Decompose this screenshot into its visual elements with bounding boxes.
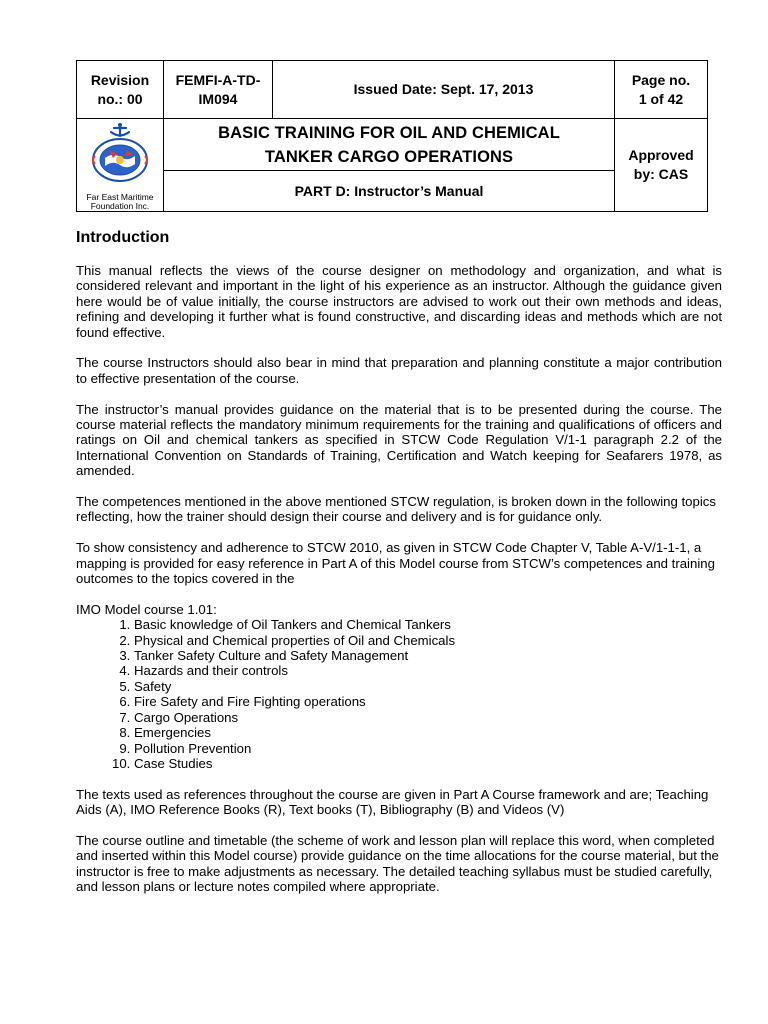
list-item: 6. Fire Safety and Fire Fighting operations xyxy=(134,694,722,709)
revision-cell xyxy=(77,61,164,119)
list-item: 4. Hazards and their controls xyxy=(134,663,722,678)
page-number-cell xyxy=(615,61,708,119)
logo-caption xyxy=(77,193,163,211)
logo-caption-line-2: Foundation Inc. xyxy=(90,201,150,211)
paragraph: The competences mentioned in the above mentioned STCW regulation, is broken down in the following topics reflecting, how the trainer should design their course and delivery and is for guidance only. xyxy=(76,494,716,525)
issued-date: Issued Date: Sept. 17, 2013 xyxy=(273,61,615,119)
list-item: 10. Case Studies xyxy=(134,756,722,771)
logo-cell xyxy=(77,119,164,212)
approved-cell xyxy=(615,119,708,212)
page-label: Page no. xyxy=(631,71,691,88)
paragraph: The course Instructors should also bear in mind that preparation and planning constitute a major contribution to effective presentation of the course. xyxy=(76,355,722,386)
paragraph: This manual reflects the views of the course designer on methodology and organization, and what is considered relevant and important in the light of his experience as an instructor. Although the guidance given here would be of value initially, the course instructors are advised to work out their own methods and ideas, refining and developing it further what is found constructive, and discarding ideas and methods which are not found effective. xyxy=(76,263,722,340)
logo-caption-line-1: Far East Maritime xyxy=(86,192,154,202)
revision-value: no.: 00 xyxy=(97,90,143,107)
list-item: 8. Emergencies xyxy=(134,725,722,740)
list-item: 3. Tanker Safety Culture and Safety Management xyxy=(134,648,722,663)
revision-label: Revision xyxy=(90,71,150,88)
section-heading: Introduction xyxy=(76,229,170,246)
document-code: FEMFI-A-TD-IM094 xyxy=(164,61,273,119)
approved-value: by: CAS xyxy=(633,166,689,182)
list-item: 7. Cargo Operations xyxy=(134,710,722,725)
title-line-1: BASIC TRAINING FOR OIL AND CHEMICAL xyxy=(218,123,560,142)
title-line-2: TANKER CARGO OPERATIONS xyxy=(264,147,514,166)
document-body xyxy=(76,263,722,910)
femfi-logo xyxy=(87,122,153,186)
document-header-table xyxy=(76,60,708,212)
paragraph: The texts used as references throughout the course are given in Part A Course framework and are; Teaching Aids (A), IMO Reference Books (R), Text books (T), Bibliography (B) and Videos (V) xyxy=(76,786,709,818)
paragraph: To show consistency and adherence to STCW 2010, as given in STCW Code Chapter V, Table A-V/1-1-1, a mapping is provided for easy reference in Part A of this Model course from STCW’s competences and training outcomes to the topics covered in the xyxy=(76,540,715,587)
list-intro: IMO Model course 1.01: xyxy=(76,601,217,617)
approved-label: Approved xyxy=(628,147,694,163)
document-title xyxy=(164,119,615,171)
topic-list xyxy=(76,617,722,771)
list-item: 5. Safety xyxy=(134,679,722,694)
list-item: 2. Physical and Chemical properties of Oil and Chemicals xyxy=(134,633,722,648)
page-value: 1 of 42 xyxy=(638,90,684,107)
list-item: 1. Basic knowledge of Oil Tankers and Chemical Tankers xyxy=(134,617,722,632)
paragraph: The course outline and timetable (the scheme of work and lesson plan will replace this word, when completed and inserted within this Model course) provide guidance on the time allocations for the course material, but the instructor is free to make adjustments as necessary. The detailed teaching syllabus must be studied carefully, and lesson plans or lecture notes compiled where appropriate. xyxy=(76,832,719,895)
paragraph: The instructor’s manual provides guidance on the material that is to be presented during the course. The course material reflects the mandatory minimum requirements for the training and qualifications of officers and ratings on Oil and chemical tankers as specified in STCW Code Regulation V/1-1 paragraph 2.2 of the International Convention on Standards of Training, Certification and Watch keeping for Seafarers 1978, as amended. xyxy=(76,401,722,479)
list-item: 9. Pollution Prevention xyxy=(134,741,722,756)
part-label: PART D: Instructor’s Manual xyxy=(164,171,615,212)
